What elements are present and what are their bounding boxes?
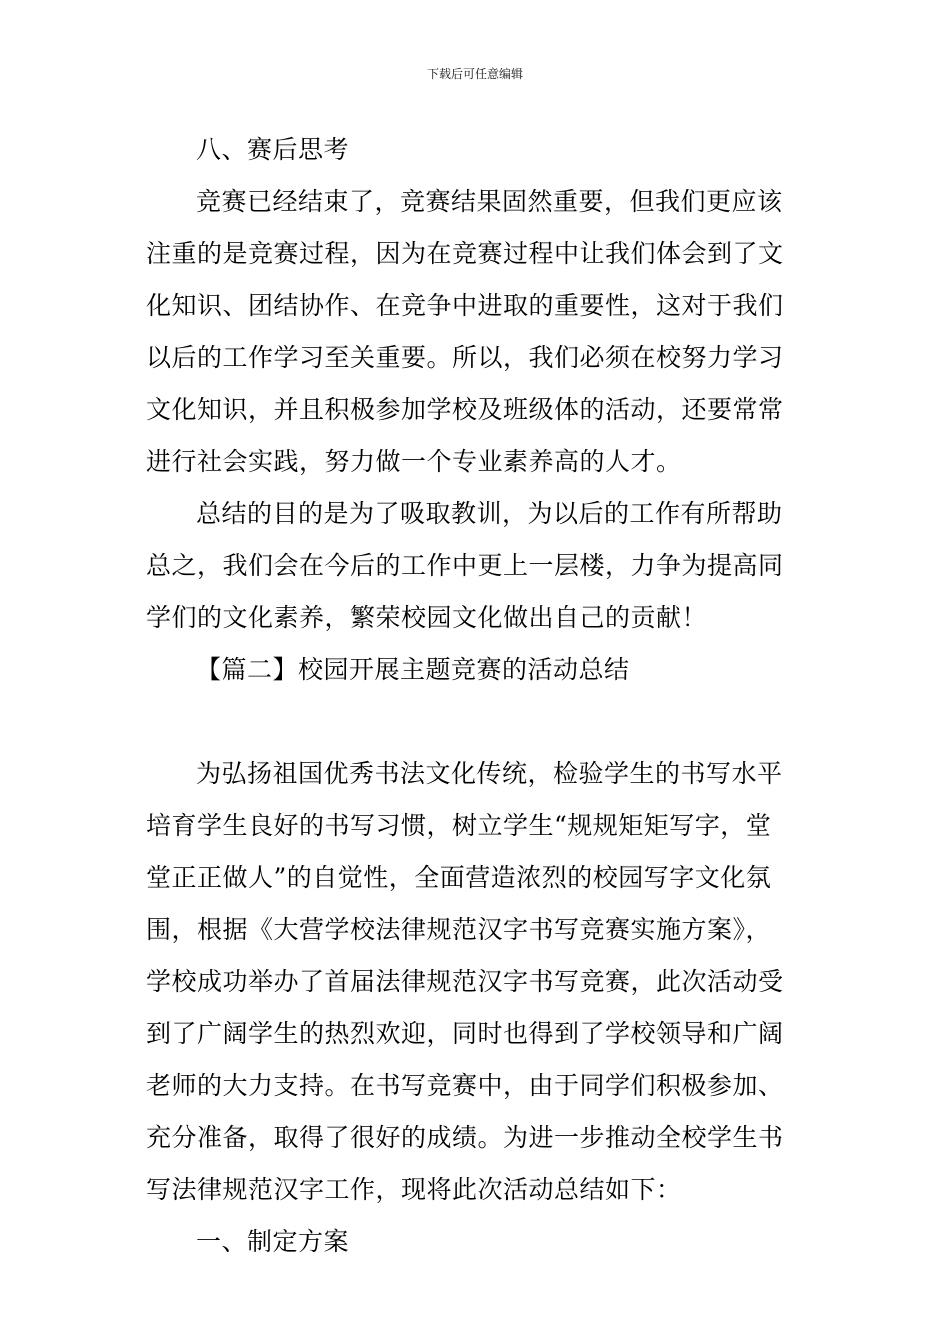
blank-spacer bbox=[146, 696, 806, 748]
paragraph-line: 堂正正做人”的自觉性，全面营造浓烈的校园写字文化氛 bbox=[146, 863, 772, 892]
page-header-note: 下载后可任意编辑 bbox=[426, 67, 523, 81]
document-body bbox=[146, 124, 806, 1268]
paragraph-line: 到了广阔学生的热烈欢迎，同时也得到了学校领导和广阔 bbox=[146, 1019, 784, 1048]
paragraph-line: 围，根据《大营学校法律规范汉字书写竞赛实施方案》， bbox=[146, 915, 772, 944]
paragraph-line: 充分准备，取得了很好的成绩。为进一步推动全校学生书 bbox=[146, 1123, 784, 1152]
section-subheading: 一、制定方案 bbox=[196, 1227, 350, 1256]
paragraph-line: 文化知识，并且积极参加学校及班级体的活动，还要常常 bbox=[146, 395, 784, 424]
paragraph-line: 化知识、团结协作、在竞争中进取的重要性，这对于我们 bbox=[146, 291, 784, 320]
paragraph-line: 总之，我们会在今后的工作中更上一层楼，力争为提高同 bbox=[146, 551, 784, 580]
section-heading: 八、赛后思考 bbox=[196, 135, 350, 164]
paragraph-line: 学校成功举办了首届法律规范汉字书写竞赛，此次活动受 bbox=[146, 967, 784, 996]
paragraph-line: 老师的大力支持。在书写竞赛中，由于同学们积极参加、 bbox=[146, 1071, 784, 1100]
paragraph-line: 竞赛已经结束了，竞赛结果固然重要，但我们更应该 bbox=[196, 187, 783, 216]
paragraph-line: 进行社会实践，努力做一个专业素养高的人才。 bbox=[146, 447, 682, 476]
paragraph-line: 总结的目的是为了吸取教训，为以后的工作有所帮助 bbox=[196, 499, 783, 528]
paragraph-line: 培育学生良好的书写习惯，树立学生“规规矩矩写字，堂 bbox=[146, 811, 772, 840]
paragraph-line: 注重的是竞赛过程，因为在竞赛过程中让我们体会到了文 bbox=[146, 239, 784, 268]
paragraph-line: 为弘扬祖国优秀书法文化传统，检验学生的书写水平 bbox=[196, 759, 783, 788]
paragraph-line: 写法律规范汉字工作，现将此次活动总结如下： bbox=[146, 1175, 682, 1204]
part-title: 【篇二】校园开展主题竞赛的活动总结 bbox=[196, 655, 630, 684]
paragraph-line: 学们的文化素养，繁荣校园文化做出自己的贡献！ bbox=[146, 603, 708, 632]
paragraph-line: 以后的工作学习至关重要。所以，我们必须在校努力学习 bbox=[146, 343, 784, 372]
